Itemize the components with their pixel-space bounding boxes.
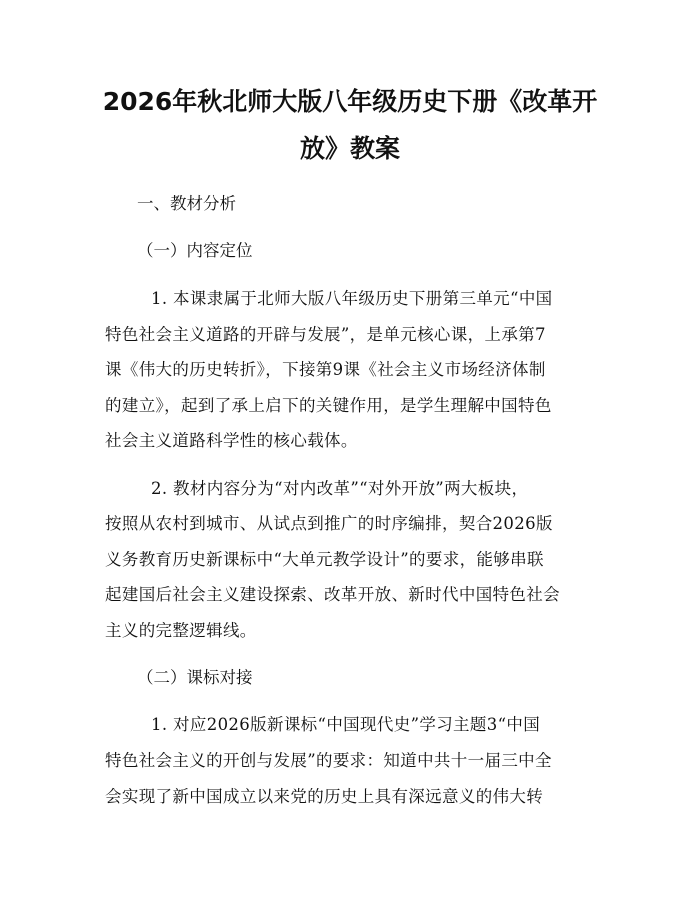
paragraph-1-line: 课《伟大的历史转折》，下接第9课《社会主义市场经济体制 — [105, 360, 546, 379]
paragraph-3-line: 1. 对应2026版新课标“中国现代史”学习主题3“中国 — [151, 715, 541, 734]
paragraph-3-line: 特色社会主义的开创与发展”的要求：知道中共十一届三中全 — [105, 751, 552, 770]
paragraph-2-line: 主义的完整逻辑线。 — [105, 621, 257, 640]
section-heading-textbook-analysis: 一、教材分析 — [137, 194, 236, 213]
subsection-heading-curriculum-alignment: （二）课标对接 — [137, 668, 253, 687]
paragraph-3-line: 会实现了新中国成立以来党的历史上具有深远意义的伟大转 — [105, 787, 544, 806]
paragraph-2-line: 2. 教材内容分为“对内改革”“对外开放”两大板块， — [151, 479, 529, 498]
document-title-line-1: 2026年秋北师大版八年级历史下册《改革开 — [102, 87, 598, 116]
paragraph-2-line: 起建国后社会主义建设探索、改革开放、新时代中国特色社会 — [105, 585, 560, 604]
paragraph-1-line: 1. 本课隶属于北师大版八年级历史下册第三单元“中国 — [151, 289, 553, 308]
paragraph-1-line: 社会主义道路科学性的核心载体。 — [105, 431, 358, 450]
document-title-line-2: 放》教案 — [299, 134, 400, 163]
paragraph-1-line: 的建立》，起到了承上启下的关键作用，是学生理解中国特色 — [105, 396, 552, 415]
subsection-heading-content-positioning: （一）内容定位 — [137, 241, 253, 260]
paragraph-1-line: 特色社会主义道路的开辟与发展”，是单元核心课，上承第7 — [105, 325, 546, 344]
paragraph-2-line: 义务教育历史新课标中“大单元教学设计”的要求，能够串联 — [105, 550, 544, 569]
paragraph-2-line: 按照从农村到城市、从试点到推广的时序编排，契合2026版 — [105, 514, 553, 533]
